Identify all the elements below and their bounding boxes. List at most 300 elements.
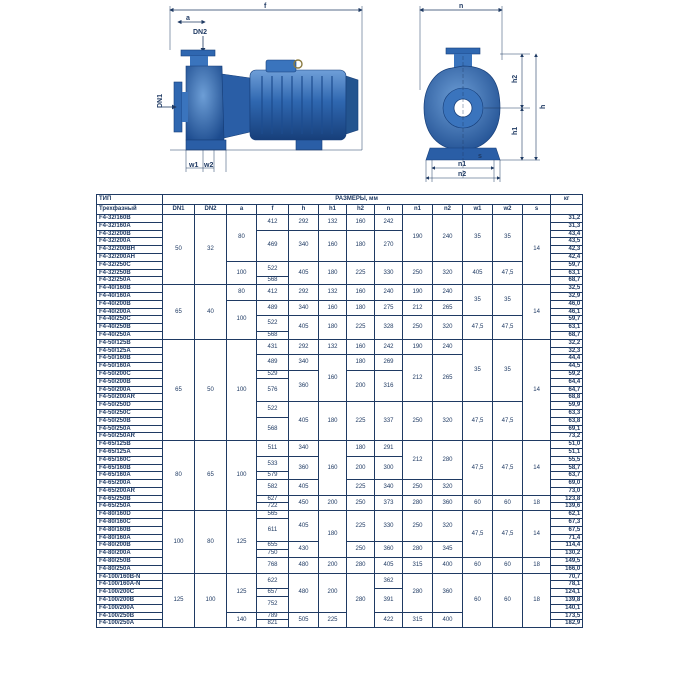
model-name: F4-50/200AR [97,394,163,402]
cell-h1: 180 [319,511,347,558]
cell-n1: 190 [403,215,433,262]
cell-h2: 225 [347,511,375,542]
table-row [97,441,583,449]
cell-h1: 160 [319,441,347,496]
cell-kg: 42,4 [551,253,583,261]
cell-n1: 212 [403,355,433,402]
cell-n1: 280 [403,542,433,558]
cell-n2: 320 [433,480,463,496]
model-name: F4-65/125B [97,441,163,449]
model-name: F4-50/160A [97,363,163,371]
cell-h2: 160 [347,285,375,301]
cell-w1: 47,5 [463,402,493,441]
dim-label-w2: w2 [204,162,214,169]
model-name: F4-50/200B [97,378,163,386]
cell-h1: 200 [319,495,347,511]
cell-h: 405 [289,480,319,496]
cell-f: 522 [257,316,289,332]
model-name: F4-40/160A [97,292,163,300]
model-name: F4-50/250A [97,425,163,433]
cell-h1: 180 [319,402,347,441]
cell-n2: 320 [433,316,463,339]
column-header-n2: n2 [433,205,463,215]
cell-kg: 46,1 [551,308,583,316]
cell-n1: 212 [403,300,433,316]
cell-f: 768 [257,558,289,574]
type-header: ТИП [97,195,163,205]
cell-n1: 250 [403,511,433,542]
cell-h2: 280 [347,573,375,628]
cell-kg: 63,7 [551,472,583,480]
cell-f: 568 [257,277,289,285]
model-name: F4-100/250B [97,612,163,620]
cell-f: 568 [257,417,289,440]
cell-h2: 225 [347,402,375,441]
cell-f: 582 [257,480,289,496]
cell-n: 275 [375,300,403,316]
dimensions-header: РАЗМЕРЫ, мм [163,195,551,205]
cell-n: 360 [375,542,403,558]
cell-dn2: 40 [195,285,227,340]
model-name: F4-32/200BH [97,246,163,254]
cell-dn2: 65 [195,441,227,511]
cell-kg: 140,1 [551,604,583,612]
cell-n1: 315 [403,612,433,628]
cell-a: 140 [227,612,257,628]
model-name: F4-65/250B [97,495,163,503]
model-name: F4-50/250AR [97,433,163,441]
cell-f: 576 [257,378,289,401]
cell-kg: 32,3 [551,347,583,355]
cell-w1: 35 [463,339,493,401]
cell-kg: 42,3 [551,246,583,254]
cell-f: 722 [257,503,289,511]
dim-label-h2: h2 [512,74,519,83]
column-header-dn1: DN1 [163,205,195,215]
cell-n2: 265 [433,300,463,316]
cell-f: 489 [257,355,289,371]
cell-kg: 64,7 [551,386,583,394]
cell-kg: 182,9 [551,620,583,628]
cell-kg: 51,1 [551,448,583,456]
phase-header: Трехфазный [97,205,163,215]
cell-n: 373 [375,495,403,511]
cell-kg: 43,5 [551,238,583,246]
cell-h2: 225 [347,261,375,284]
cell-h1: 160 [319,230,347,261]
cell-w2: 47,5 [493,261,523,284]
cell-n2: 400 [433,612,463,628]
model-name: F4-50/250B [97,417,163,425]
cell-kg: 59,7 [551,261,583,269]
cell-f: 655 [257,542,289,550]
cell-kg: 130,2 [551,550,583,558]
cell-dn1: 50 [163,215,195,285]
dim-label-w1: w1 [189,162,199,169]
model-name: F4-50/250C [97,409,163,417]
cell-n: 340 [375,480,403,496]
cell-f: 522 [257,402,289,418]
cell-w2: 47,5 [493,441,523,496]
cell-n: 291 [375,441,403,457]
column-header-n1: n1 [403,205,433,215]
cell-n: 337 [375,402,403,441]
cell-n: 300 [375,456,403,479]
cell-kg: 32,5 [551,285,583,293]
cell-n1: 212 [403,441,433,480]
table-row [97,511,583,519]
cell-kg: 69,0 [551,480,583,488]
dim-label-n: n [459,3,464,10]
cell-a: 125 [227,573,257,612]
cell-s: 18 [523,495,551,511]
cell-f: 412 [257,285,289,301]
dim-label-n2: n2 [458,171,467,178]
cell-kg: 43,4 [551,230,583,238]
cell-n: 328 [375,316,403,339]
cell-w2: 47,5 [493,402,523,441]
cell-w1: 47,5 [463,511,493,558]
cell-h2: 180 [347,355,375,371]
cell-f: 533 [257,456,289,472]
cell-w2: 47,5 [493,511,523,558]
model-name: F4-50/160B [97,355,163,363]
cell-w2: 60 [493,495,523,511]
cell-kg: 55,5 [551,456,583,464]
cell-h: 360 [289,456,319,479]
column-header-h: h [289,205,319,215]
cell-n: 391 [375,589,403,612]
cell-a: 100 [227,339,257,440]
cell-n1: 250 [403,402,433,441]
model-name: F4-32/250C [97,261,163,269]
cell-kg: 44,4 [551,355,583,363]
cell-kg: 63,1 [551,324,583,332]
cell-kg: 123,8 [551,495,583,503]
cell-n2: 360 [433,495,463,511]
cell-h: 505 [289,612,319,628]
cell-w1: 47,5 [463,316,493,339]
model-name: F4-32/160A [97,222,163,230]
cell-dn2: 80 [195,511,227,573]
cell-dn1: 100 [163,511,195,573]
cell-h: 405 [289,511,319,542]
model-name: F4-40/250A [97,331,163,339]
cell-h: 340 [289,230,319,261]
dim-label-h: h [540,104,547,109]
cell-kg: 173,5 [551,612,583,620]
cell-kg: 67,3 [551,519,583,527]
cell-dn1: 65 [163,285,195,340]
model-name: F4-32/250A [97,277,163,285]
table-row [97,339,583,347]
model-name: F4-50/250D [97,402,163,410]
cell-n: 240 [375,285,403,301]
cell-a: 100 [227,300,257,339]
cell-n2: 265 [433,355,463,402]
model-name: F4-100/160A-N [97,581,163,589]
table-row [97,285,583,293]
model-name: F4-50/200C [97,370,163,378]
cell-s: 14 [523,511,551,558]
cell-f: 412 [257,215,289,231]
cell-f: 469 [257,230,289,261]
column-header-row [97,205,583,215]
cell-h2: 200 [347,370,375,401]
dim-label-dn1: DN1 [157,93,164,108]
cell-kg: 59,9 [551,402,583,410]
cell-kg: 70,7 [551,573,583,581]
model-name: F4-32/200AH [97,253,163,261]
table-header-row [97,195,583,205]
cell-h2: 250 [347,542,375,558]
cell-n1: 250 [403,480,433,496]
cell-n2: 400 [433,558,463,574]
cell-h: 340 [289,300,319,316]
cell-h2: 280 [347,558,375,574]
cell-f: 627 [257,495,289,503]
model-name: F4-65/200AR [97,487,163,495]
cell-n1: 315 [403,558,433,574]
cell-h1: 132 [319,215,347,231]
cell-h: 292 [289,285,319,301]
cell-kg: 63,8 [551,417,583,425]
cell-f: 657 [257,589,289,597]
column-header-f: f [257,205,289,215]
cell-n1: 190 [403,339,433,355]
cell-n2: 320 [433,261,463,284]
model-name: F4-100/200C [97,589,163,597]
model-name: F4-80/200A [97,550,163,558]
cell-n1: 190 [403,285,433,301]
cell-h2: 160 [347,339,375,355]
dim-label-a: a [186,15,190,22]
cell-kg: 32,2 [551,339,583,347]
cell-w2: 60 [493,573,523,628]
cell-f: 789 [257,612,289,620]
cell-s: 14 [523,285,551,340]
column-header-h1: h1 [319,205,347,215]
model-name: F4-32/160B [97,215,163,223]
cell-kg: 62,1 [551,511,583,519]
model-name: F4-80/160B [97,526,163,534]
cell-n: 405 [375,558,403,574]
weight-header: кг [551,195,583,205]
cell-n2: 360 [433,573,463,612]
cell-kg: 166,0 [551,565,583,573]
cell-w2: 35 [493,215,523,262]
model-name: F4-80/160A [97,534,163,542]
cell-n2: 320 [433,402,463,441]
cell-f: 565 [257,511,289,519]
model-name: F4-100/200B [97,597,163,605]
column-header-a: a [227,205,257,215]
cell-a: 80 [227,215,257,262]
model-name: F4-80/160D [97,511,163,519]
cell-kg: 73,2 [551,433,583,441]
cell-h: 340 [289,441,319,457]
model-name: F4-100/250A [97,620,163,628]
cell-h: 450 [289,495,319,511]
model-name: F4-32/250B [97,269,163,277]
cell-n1: 280 [403,573,433,612]
model-name: F4-65/160C [97,456,163,464]
dim-label-f: f [264,3,267,10]
cell-n1: 280 [403,495,433,511]
cell-n: 330 [375,511,403,542]
cell-n: 269 [375,355,403,371]
cell-h: 480 [289,573,319,612]
model-name: F4-80/200B [97,542,163,550]
cell-h1: 160 [319,355,347,402]
cell-f: 511 [257,441,289,457]
cell-kg: 73,0 [551,487,583,495]
cell-n2: 240 [433,339,463,355]
cell-n2: 240 [433,215,463,262]
cell-h2: 225 [347,316,375,339]
side-view-drawing [157,3,362,172]
cell-a: 80 [227,285,257,301]
cell-dn2: 32 [195,215,227,285]
cell-h: 405 [289,402,319,441]
model-name: F4-65/125A [97,448,163,456]
cell-h1: 160 [319,300,347,316]
cell-h1: 132 [319,285,347,301]
cell-f: 529 [257,370,289,378]
cell-h1: 225 [319,612,347,628]
cell-kg: 69,1 [551,425,583,433]
dim-label-dn2: DN2 [193,29,208,36]
dim-label-h1: h1 [512,126,519,135]
cell-kg: 31,3 [551,222,583,230]
cell-kg: 124,1 [551,589,583,597]
cell-kg: 63,3 [551,409,583,417]
model-name: F4-50/125A [97,347,163,355]
cell-s: 18 [523,573,551,628]
column-header-dn2: DN2 [195,205,227,215]
model-name: F4-40/250B [97,324,163,332]
cell-f: 489 [257,300,289,316]
model-name: F4-40/200A [97,308,163,316]
table-row [97,215,583,223]
cell-kg: 32,9 [551,292,583,300]
cell-h: 480 [289,558,319,574]
model-name: F4-65/160B [97,464,163,472]
model-name: F4-40/160B [97,285,163,293]
column-header-w1: w1 [463,205,493,215]
cell-w2: 47,5 [493,316,523,339]
column-header-n: n [375,205,403,215]
cell-n2: 240 [433,285,463,301]
cell-f: 579 [257,472,289,480]
cell-h: 405 [289,316,319,339]
cell-n: 270 [375,230,403,261]
cell-kg: 68,7 [551,331,583,339]
cell-h1: 180 [319,316,347,339]
cell-kg: 139,8 [551,597,583,605]
cell-w1: 35 [463,215,493,262]
cell-w1: 47,5 [463,441,493,496]
column-header-s: s [523,205,551,215]
cell-h: 340 [289,355,319,371]
cell-w2: 35 [493,285,523,316]
cell-dn2: 50 [195,339,227,440]
model-name: F4-40/250C [97,316,163,324]
cell-f: 611 [257,519,289,542]
cell-f: 752 [257,597,289,613]
cell-kg: 68,7 [551,277,583,285]
model-name: F4-50/125B [97,339,163,347]
cell-h: 360 [289,370,319,401]
cell-h2: 180 [347,230,375,261]
dim-label-n1: n1 [458,161,467,168]
model-name: F4-32/200B [97,230,163,238]
cell-kg: 114,4 [551,542,583,550]
cell-kg: 51,0 [551,441,583,449]
cell-n: 316 [375,370,403,401]
cell-f: 750 [257,550,289,558]
cell-kg: 149,5 [551,558,583,566]
cell-n2: 320 [433,511,463,542]
cell-n: 330 [375,261,403,284]
cell-h1: 180 [319,261,347,284]
cell-n: 242 [375,339,403,355]
cell-kg: 31,2 [551,215,583,223]
cell-f: 522 [257,261,289,277]
cell-w1: 35 [463,285,493,316]
cell-n: 242 [375,215,403,231]
model-name: F4-100/200A [97,604,163,612]
cell-kg: 46,0 [551,300,583,308]
model-name: F4-50/200A [97,386,163,394]
cell-kg: 59,7 [551,316,583,324]
cell-w1: 60 [463,573,493,628]
cell-w2: 60 [493,558,523,574]
cell-w1: 60 [463,495,493,511]
cell-h2: 250 [347,495,375,511]
cell-kg: 67,5 [551,526,583,534]
cell-n: 422 [375,612,403,628]
model-name: F4-80/160C [97,519,163,527]
cell-h2: 180 [347,441,375,457]
model-name: F4-80/250B [97,558,163,566]
cell-s: 18 [523,558,551,574]
cell-dn1: 65 [163,339,195,440]
column-header-w2: w2 [493,205,523,215]
dim-label-s: s [478,153,482,160]
cell-h: 292 [289,339,319,355]
dimensions-table [96,194,583,628]
model-name: F4-65/160A [97,472,163,480]
cell-h2: 225 [347,480,375,496]
cell-h1: 132 [319,339,347,355]
model-name: F4-40/200B [97,300,163,308]
cell-f: 431 [257,339,289,355]
pump-drawings [0,0,700,190]
cell-kg: 44,5 [551,363,583,371]
cell-w1: 405 [463,261,493,284]
cell-h2: 160 [347,215,375,231]
cell-h: 292 [289,215,319,231]
cell-w2: 35 [493,339,523,401]
cell-kg: 71,4 [551,534,583,542]
column-header-h2: h2 [347,205,375,215]
cell-n1: 250 [403,316,433,339]
cell-kg: 63,1 [551,269,583,277]
cell-kg: 58,7 [551,464,583,472]
cell-n1: 250 [403,261,433,284]
cell-a: 100 [227,441,257,511]
